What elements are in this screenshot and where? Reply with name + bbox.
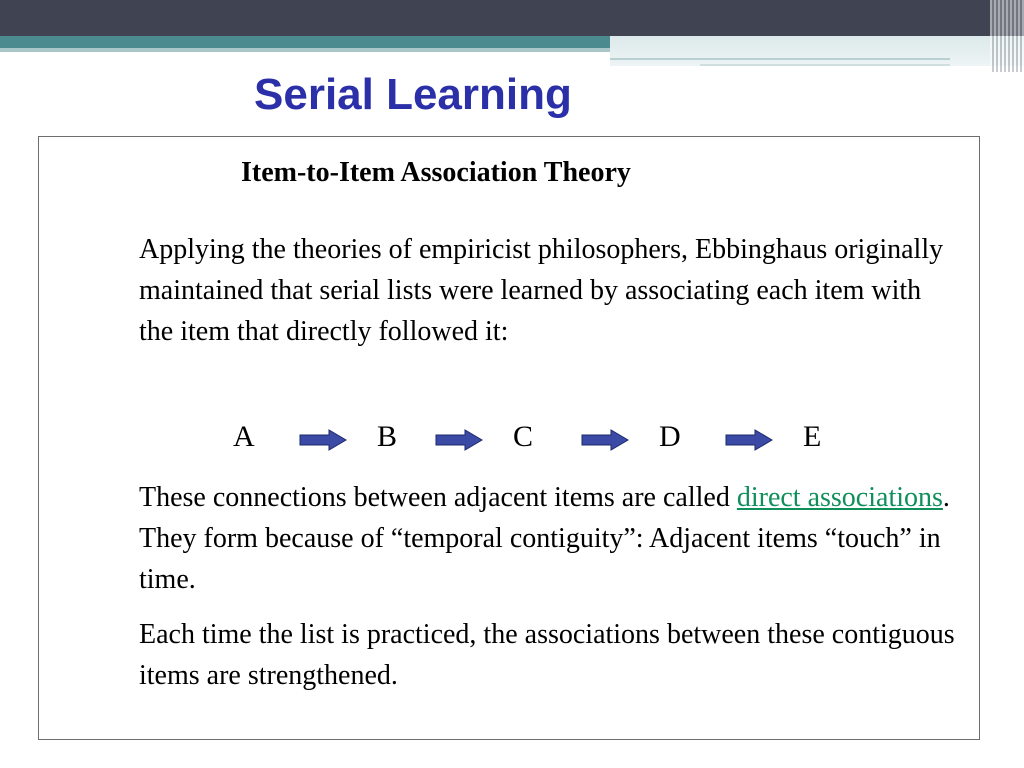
paragraph-text: These connections between adjacent items are called <box>139 482 737 513</box>
right-arrow-icon <box>725 429 773 451</box>
paragraph-intro: Applying the theories of empiricist philosophers, Ebbinghaus originally maintained that serial lists were learned by associating each item with the item that directly followed it: <box>139 234 944 347</box>
slide-title: Serial Learning <box>254 70 572 119</box>
top-banner-line <box>610 58 950 60</box>
content-box <box>38 136 980 740</box>
top-banner-stripes <box>990 0 1024 72</box>
right-arrow-icon <box>435 429 483 451</box>
paragraph-practice: Each time the list is practiced, the associations between these contiguous items are strengthened. <box>139 619 955 691</box>
sequence-item: A <box>233 420 255 453</box>
paragraph-direct-associations <box>139 477 959 600</box>
paragraph-text: . They form because of “temporal contiguity”: Adjacent items “touch” in time. <box>139 482 950 595</box>
sequence-item: E <box>803 420 822 453</box>
top-banner-teal-light <box>0 48 610 52</box>
top-banner-right-panel <box>610 36 1024 66</box>
slide-subtitle: Item-to-Item Association Theory <box>241 157 631 188</box>
top-banner-line <box>700 64 950 66</box>
sequence-item: D <box>659 420 681 453</box>
right-arrow-icon <box>581 429 629 451</box>
right-arrow-icon <box>299 429 347 451</box>
direct-associations-link[interactable]: direct associations <box>736 482 943 513</box>
top-banner-dark <box>0 0 1024 36</box>
sequence-item: B <box>377 420 398 453</box>
sequence-item: C <box>513 420 534 453</box>
